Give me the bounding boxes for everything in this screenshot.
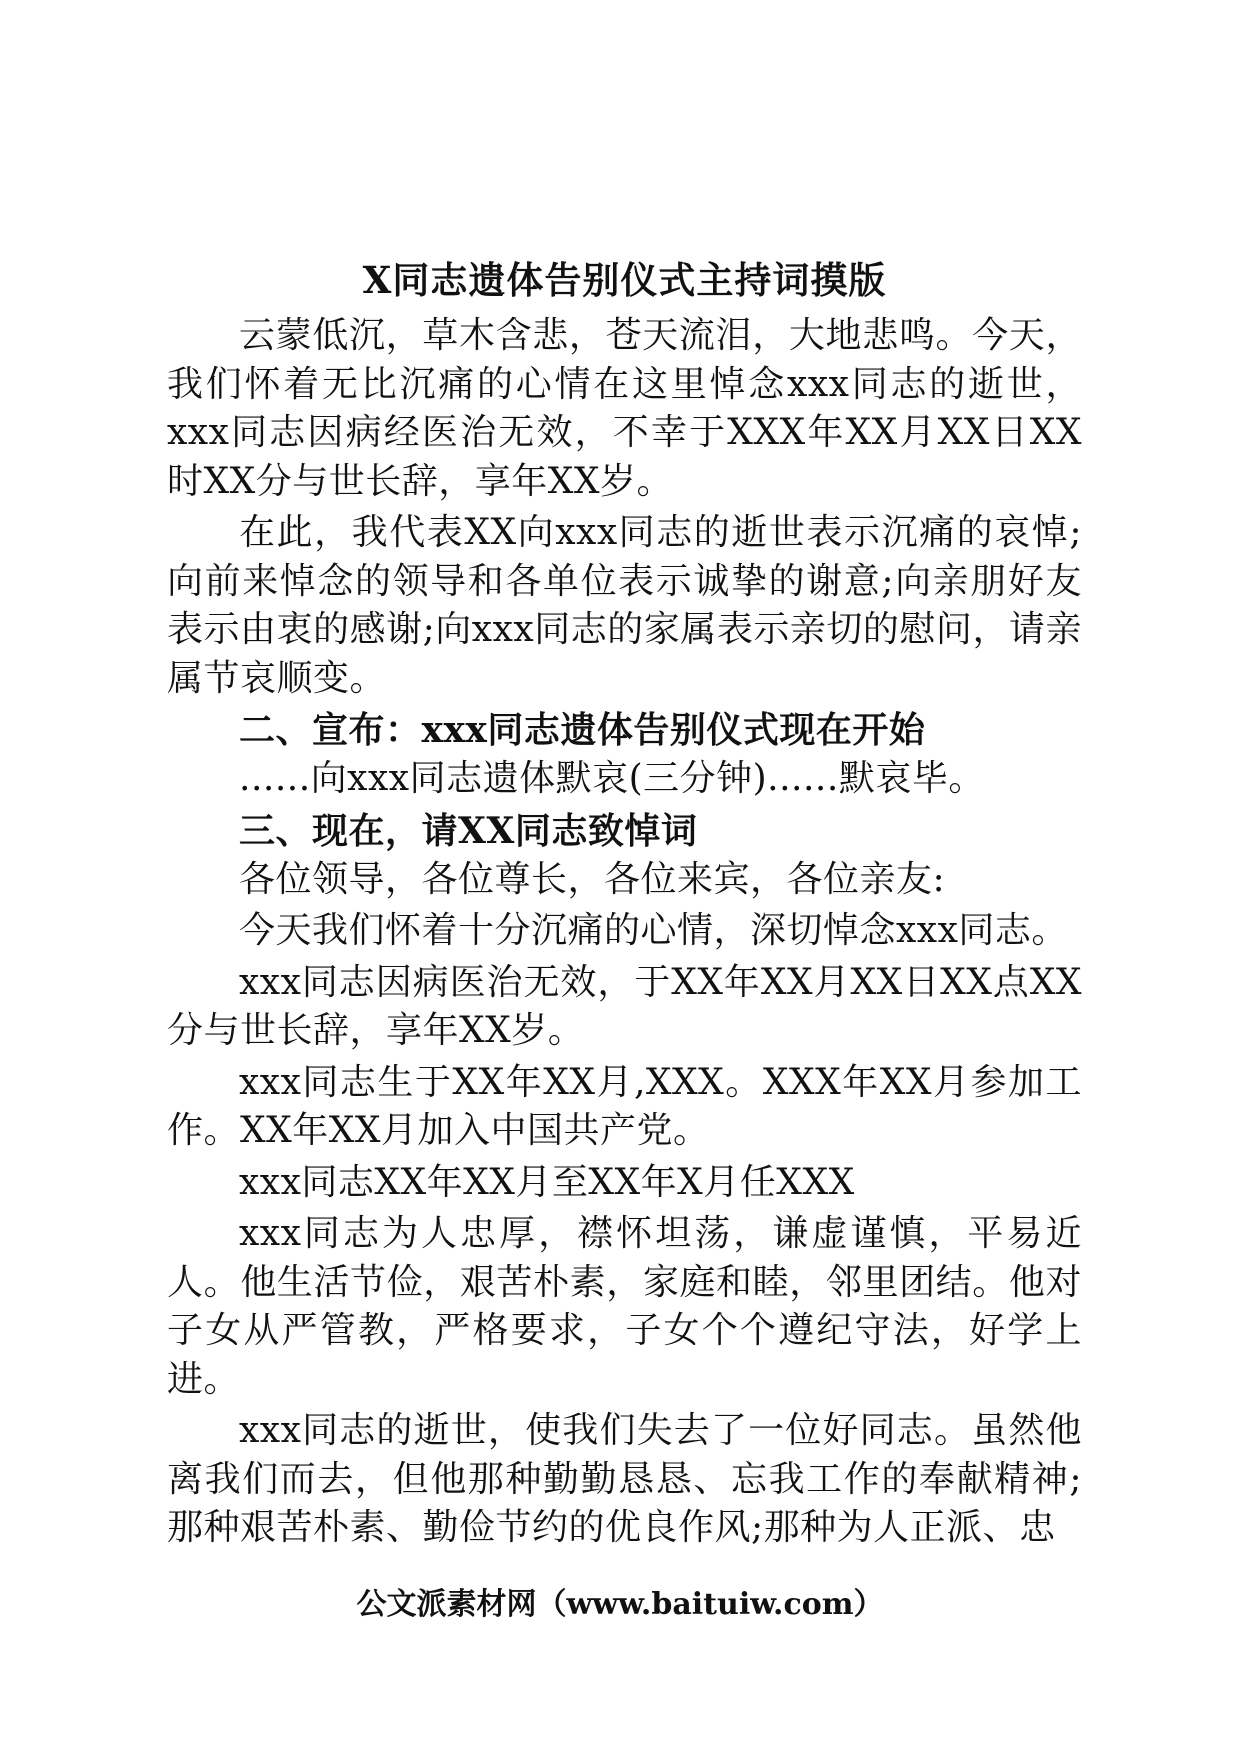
eulogy-paragraph: xxx同志因病医治无效，于XX年XX月XX日XX点XX分与世长辞，享年XX岁。 — [167, 961, 1082, 1051]
eulogy-paragraph: xxx同志XX年XX月至XX年X月任XXX — [239, 1161, 855, 1203]
eulogy-paragraph: 今天我们怀着十分沉痛的心情，深切悼念xxx同志。 — [239, 910, 1068, 951]
footer-source: 公文派素材网（www.baituiw.com） — [356, 1587, 884, 1622]
paragraph-silence: ......向xxx同志遗体默哀(三分钟)......默哀毕。 — [239, 758, 985, 799]
paragraph-opening: 云蒙低沉，草木含悲，苍天流泪，大地悲鸣。今天，我们怀着无比沉痛的心情在这里悼念xxx同志的逝世，xxx同志因病经医治无效，不幸于XXX年XX月XX日XX时XX分与世长辞，享年XX岁。 — [167, 315, 1082, 502]
eulogy-paragraph: xxx同志的逝世，使我们失去了一位好同志。虽然他离我们而去，但他那种勤勤恳恳、忘我工作的奉献精神;那种艰苦朴素、勤俭节约的优良作风;那种为人正派、忠 — [167, 1410, 1082, 1548]
document-title: X同志遗体告别仪式主持词摸版 — [362, 258, 887, 302]
eulogy-paragraph: xxx同志为人忠厚，襟怀坦荡，谦虚谨慎，平易近人。他生活节俭，艰苦朴素，家庭和睦，邻里团结。他对子女从严管教，严格要求，子女个个遵纪守法，好学上进。 — [167, 1213, 1082, 1400]
section-heading-announce: 二、宣布：xxx同志遗体告别仪式现在开始 — [239, 709, 926, 751]
eulogy-greeting: 各位领导，各位尊长，各位来宾，各位亲友: — [239, 858, 946, 900]
eulogy-paragraph: xxx同志生于XX年XX月,XXX。XXX年XX月参加工作。XX年XX月加入中国共产党。 — [167, 1061, 1082, 1151]
document-body — [167, 252, 1082, 1553]
section-heading-eulogy: 三、现在，请XX同志致悼词 — [239, 809, 698, 852]
paragraph-condolence: 在此，我代表XX向xxx同志的逝世表示沉痛的哀悼;向前来悼念的领导和各单位表示诚挚的谢意;向亲朋好友表示由衷的感谢;向xxx同志的家属表示亲切的慰问，请亲属节哀顺变。 — [167, 512, 1082, 699]
